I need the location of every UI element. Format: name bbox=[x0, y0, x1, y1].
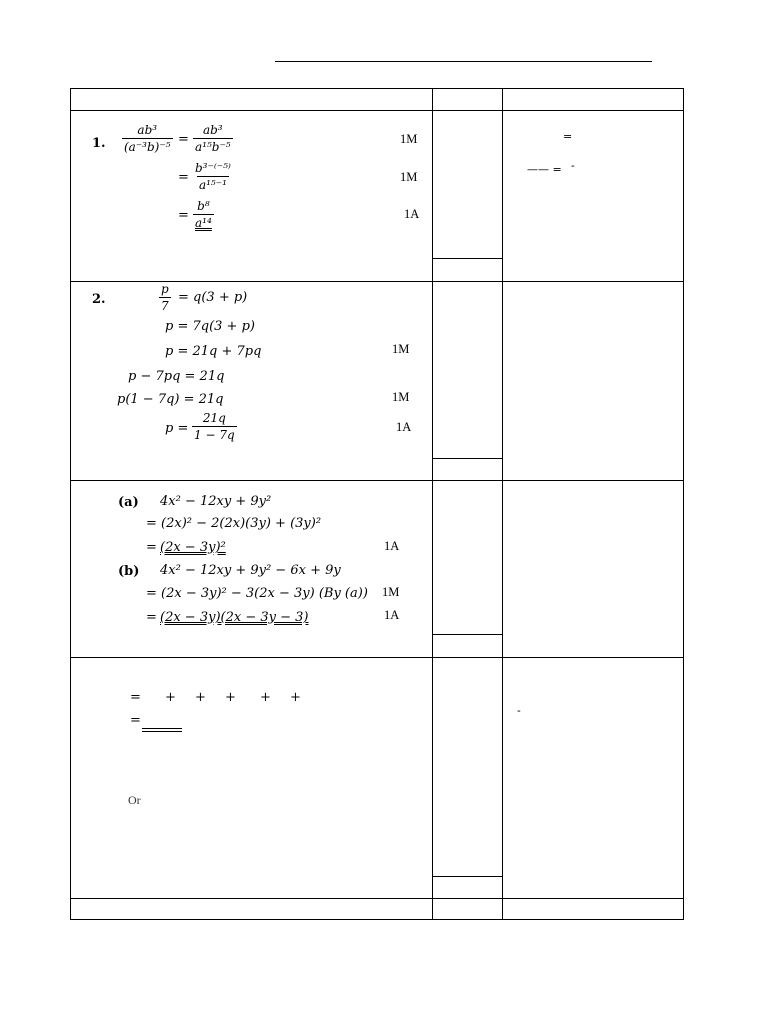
q1-step1-fraction bbox=[193, 124, 233, 153]
column-divider bbox=[432, 88, 433, 920]
equals-sign: = bbox=[178, 208, 189, 223]
q3b-line1: 4x² − 12xy + 9y² − 6x + 9y bbox=[160, 563, 341, 578]
q3b-line2: = (2x − 3y)² − 3(2x − 3y) (By (a)) bbox=[146, 586, 368, 601]
mark: 1M bbox=[392, 342, 410, 356]
mark: 1A bbox=[384, 608, 400, 622]
q2-denominator: 7 bbox=[161, 299, 169, 313]
question-number: 2. bbox=[92, 292, 106, 307]
q1-step2-denominator: a¹⁵⁻¹ bbox=[198, 178, 227, 192]
row-divider bbox=[70, 657, 684, 658]
remark-text: = bbox=[563, 130, 573, 143]
mark: 1M bbox=[382, 585, 400, 599]
q2-answer-numerator: 21q bbox=[202, 411, 226, 425]
row-divider bbox=[70, 898, 684, 899]
q4-symbol: + bbox=[290, 690, 301, 705]
q2-answer-fraction bbox=[192, 412, 237, 441]
part-label: (a) bbox=[118, 495, 139, 510]
subtotal-divider bbox=[432, 458, 502, 459]
header-rule bbox=[275, 61, 652, 62]
q1-lhs-fraction bbox=[122, 124, 173, 153]
q4-symbol: + bbox=[195, 690, 206, 705]
subtotal-divider bbox=[432, 876, 502, 877]
subtotal-divider bbox=[432, 634, 502, 635]
q1-answer-numerator: b⁸ bbox=[197, 199, 210, 213]
mark: 1M bbox=[400, 170, 418, 184]
q3b-answer: (2x − 3y)(2x − 3y − 3) bbox=[160, 610, 309, 625]
q3a-answer: (2x − 3y)² bbox=[160, 540, 226, 555]
q4-answer-underline bbox=[142, 728, 182, 729]
q1-answer-fraction bbox=[193, 200, 214, 229]
q1-step1-denominator: a¹⁵b⁻⁵ bbox=[195, 140, 231, 154]
q4-symbol: + bbox=[225, 690, 236, 705]
q1-answer-denominator: a¹⁴ bbox=[195, 216, 212, 230]
remark-text: —— = bbox=[527, 163, 562, 176]
q2-numerator: p bbox=[161, 282, 169, 296]
mark: 1A bbox=[384, 539, 400, 553]
q4-symbol: + bbox=[165, 690, 176, 705]
equals-sign: = bbox=[178, 170, 189, 185]
column-divider bbox=[502, 88, 503, 920]
q3a-line1: 4x² − 12xy + 9y² bbox=[160, 494, 272, 509]
q2-line6-lhs: p = bbox=[165, 421, 189, 436]
subtotal-divider bbox=[432, 258, 502, 259]
row-divider bbox=[70, 480, 684, 481]
question-number: 1. bbox=[92, 136, 106, 151]
q2-answer-denominator: 1 − 7q bbox=[194, 428, 235, 442]
equals-sign: = bbox=[146, 540, 157, 555]
q3a-line2: = (2x)² − 2(2x)(3y) + (3y)² bbox=[146, 516, 322, 531]
q1-lhs-denominator: (a⁻³b)⁻⁵ bbox=[124, 140, 171, 154]
q1-step2-numerator: b³⁻⁽⁻⁵⁾ bbox=[195, 161, 231, 175]
q1-step1-numerator: ab³ bbox=[202, 123, 223, 137]
q2-p-over-7 bbox=[159, 283, 171, 312]
q2-line2: p = 7q(3 + p) bbox=[165, 319, 255, 334]
mark: 1A bbox=[396, 420, 412, 434]
remark-text: - bbox=[517, 704, 521, 717]
q1-lhs-numerator: ab³ bbox=[137, 123, 158, 137]
equals-sign: = bbox=[146, 610, 157, 625]
q2-line4: p − 7pq = 21q bbox=[128, 369, 225, 384]
q4-symbol: + bbox=[260, 690, 271, 705]
mark: 1M bbox=[392, 390, 410, 404]
q2-line3: p = 21q + 7pq bbox=[165, 344, 262, 359]
q4-symbol: = bbox=[130, 713, 141, 728]
mark: 1M bbox=[400, 132, 418, 146]
q4-symbol: = bbox=[130, 690, 141, 705]
q1-step2-fraction bbox=[193, 162, 233, 191]
q4-or-label: Or bbox=[128, 793, 141, 807]
row-divider bbox=[70, 110, 684, 111]
q4-answer-underline bbox=[142, 731, 182, 732]
mark: 1A bbox=[404, 207, 420, 221]
equals-sign: = bbox=[178, 132, 189, 147]
q2-line1-rhs: = q(3 + p) bbox=[178, 290, 248, 305]
q2-line5: p(1 − 7q) = 21q bbox=[117, 392, 224, 407]
remark-text: - bbox=[571, 159, 575, 172]
part-label: (b) bbox=[118, 564, 140, 579]
